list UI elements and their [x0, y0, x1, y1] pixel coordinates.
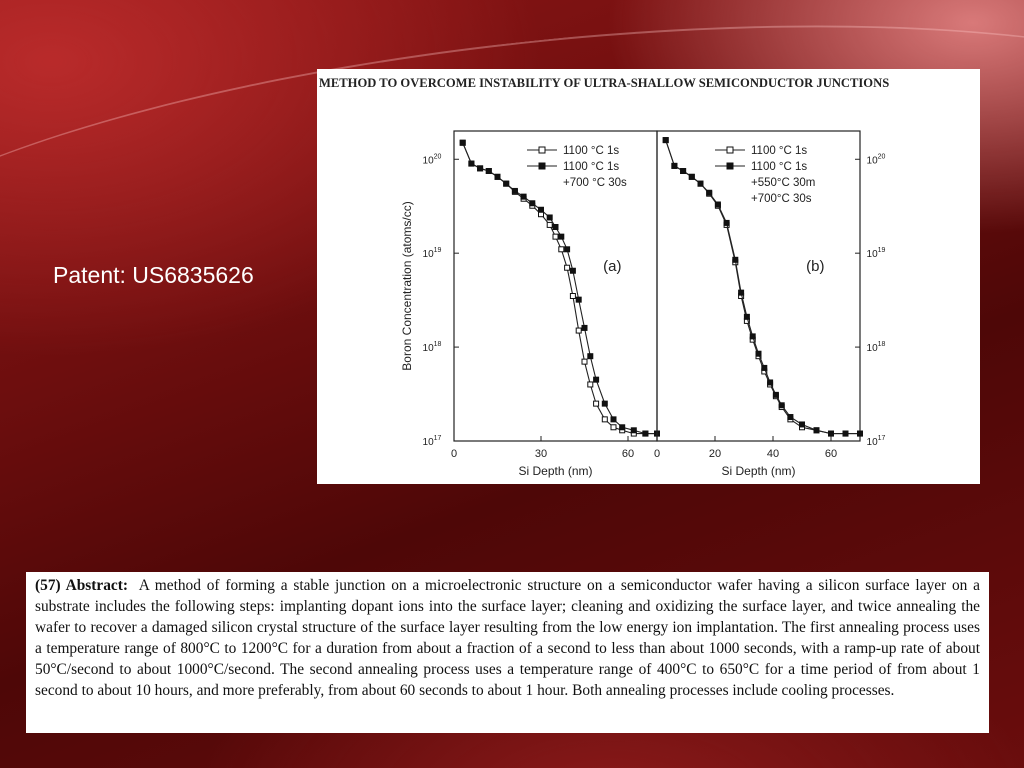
- data-point: [631, 428, 636, 433]
- patent-number-label: Patent: US6835626: [53, 262, 254, 288]
- data-point: [588, 354, 593, 359]
- data-point: [495, 174, 500, 179]
- data-point: [800, 422, 805, 427]
- data-point: [788, 415, 793, 420]
- y-tick-exponent: 18: [877, 341, 886, 349]
- data-point: [565, 265, 570, 270]
- y-tick-exponent: 19: [433, 247, 442, 255]
- y-tick-label: $10^{19}$: [866, 247, 886, 261]
- x-tick-label: 40: [766, 448, 780, 460]
- data-point: [643, 431, 648, 436]
- data-point: [594, 377, 599, 382]
- x-tick-label: 0: [653, 448, 661, 460]
- boron-profile-figure: [317, 69, 980, 484]
- legend-marker: [539, 163, 545, 169]
- data-point: [582, 359, 587, 364]
- chart-panel-b: [654, 131, 886, 478]
- abstract-body: A method of forming a stable junction on a microelectronic structure on a semiconductor wafer having a silicon surface layer on a substrate includes the following steps: implanting dopant ions into the surface layer; cleaning and oxidizing the surface layer, and twice annealing the wafer to recover a damaged silicon crystal structure of the surface layer resulting from the low energy ion implantation. The first annealing process uses a temperature range of 800°C to 1200°C for a duration from about a fraction of a second to less than about 1000 seconds, with a ramp-up rate of about 50°C/second to about 1000°C/second. The second annealing process uses a temperature range of 400°C to 650°C for a time period of from about 1 second to about 10 hours, and more preferably, from about 60 seconds to about 1 hour. Both annealing processes include cooling processes.: [35, 577, 980, 699]
- data-point: [553, 225, 558, 230]
- data-point: [504, 181, 509, 186]
- data-point: [576, 328, 581, 333]
- data-point: [611, 417, 616, 422]
- data-point: [750, 334, 755, 339]
- y-tick-exponent: 19: [877, 247, 886, 255]
- panel-label: (a): [603, 258, 622, 275]
- data-point: [486, 169, 491, 174]
- y-tick-exponent: 20: [877, 153, 886, 161]
- y-tick-label: $10^{19}$: [422, 247, 442, 261]
- data-point: [733, 257, 738, 262]
- data-point: [588, 382, 593, 387]
- legend-entry: +700 °C 30s: [563, 177, 627, 189]
- data-point: [858, 431, 863, 436]
- data-point: [547, 222, 552, 227]
- data-point: [707, 190, 712, 195]
- x-tick-label: 0: [450, 448, 458, 460]
- data-point: [779, 403, 784, 408]
- data-point: [843, 431, 848, 436]
- abstract-panel: [26, 572, 989, 733]
- data-point: [724, 220, 729, 225]
- legend-entry: 1100 °C 1s: [563, 161, 620, 173]
- data-point: [582, 325, 587, 330]
- data-point: [553, 234, 558, 239]
- legend-entry: +700°C 30s: [751, 193, 812, 205]
- data-point: [469, 161, 474, 166]
- x-axis-label: Si Depth (nm): [721, 464, 796, 478]
- chart-panel-a: [400, 131, 660, 478]
- data-point: [539, 207, 544, 212]
- x-tick-label: 60: [824, 448, 838, 460]
- data-point: [570, 293, 575, 298]
- data-point: [594, 401, 599, 406]
- y-tick-label: $10^{18}$: [866, 341, 886, 355]
- data-point: [547, 215, 552, 220]
- legend-entry: +550°C 30m: [751, 177, 816, 189]
- abstract-label: (57) Abstract:: [35, 577, 128, 594]
- series-line: [463, 143, 657, 434]
- data-point: [521, 194, 526, 199]
- y-axis-label: Boron Concentration (atoms/cc): [400, 201, 414, 371]
- y-tick-exponent: 18: [433, 341, 442, 349]
- legend-marker: [727, 147, 733, 153]
- data-point: [681, 169, 686, 174]
- data-point: [698, 181, 703, 186]
- data-point: [512, 188, 517, 193]
- y-tick-exponent: 17: [433, 435, 442, 442]
- data-point: [715, 202, 720, 207]
- data-point: [570, 268, 575, 273]
- data-point: [620, 425, 625, 430]
- x-axis-label: Si Depth (nm): [518, 464, 593, 478]
- data-point: [602, 401, 607, 406]
- data-point: [576, 297, 581, 302]
- data-point: [773, 392, 778, 397]
- legend-marker: [539, 147, 545, 153]
- data-point: [762, 365, 767, 370]
- figure-title: METHOD TO OVERCOME INSTABILITY OF ULTRA-SHALLOW SEMICONDUCTOR JUNCTIONS: [319, 76, 890, 90]
- y-tick-label: $10^{20}$: [422, 153, 442, 167]
- legend-entry: 1100 °C 1s: [751, 161, 808, 173]
- data-point: [663, 138, 668, 143]
- data-point: [829, 431, 834, 436]
- legend-entry: 1100 °C 1s: [563, 145, 620, 157]
- y-tick-exponent: 20: [433, 153, 442, 161]
- data-point: [565, 247, 570, 252]
- data-point: [756, 351, 761, 356]
- x-tick-label: 30: [534, 448, 548, 460]
- y-tick-exponent: 17: [877, 435, 886, 442]
- data-point: [768, 380, 773, 385]
- data-point: [559, 234, 564, 239]
- abstract-paragraph: [35, 575, 980, 701]
- y-tick-label: $10^{17}$: [866, 435, 886, 448]
- data-point: [559, 247, 564, 252]
- y-tick-label: $10^{20}$: [866, 153, 886, 167]
- data-point: [611, 425, 616, 430]
- x-tick-label: 60: [621, 448, 635, 460]
- data-point: [530, 201, 535, 206]
- data-point: [478, 166, 483, 171]
- panel-label: (b): [806, 258, 825, 275]
- data-point: [744, 314, 749, 319]
- data-point: [814, 428, 819, 433]
- x-tick-label: 20: [708, 448, 722, 460]
- data-point: [689, 174, 694, 179]
- data-point: [739, 290, 744, 295]
- y-tick-label: $10^{18}$: [422, 341, 442, 355]
- data-point: [602, 417, 607, 422]
- legend-marker: [727, 163, 733, 169]
- figure-panel: [317, 69, 980, 484]
- legend-entry: 1100 °C 1s: [751, 145, 808, 157]
- series-line: [463, 143, 657, 434]
- y-tick-label: $10^{17}$: [422, 435, 442, 448]
- data-point: [672, 163, 677, 168]
- data-point: [460, 140, 465, 145]
